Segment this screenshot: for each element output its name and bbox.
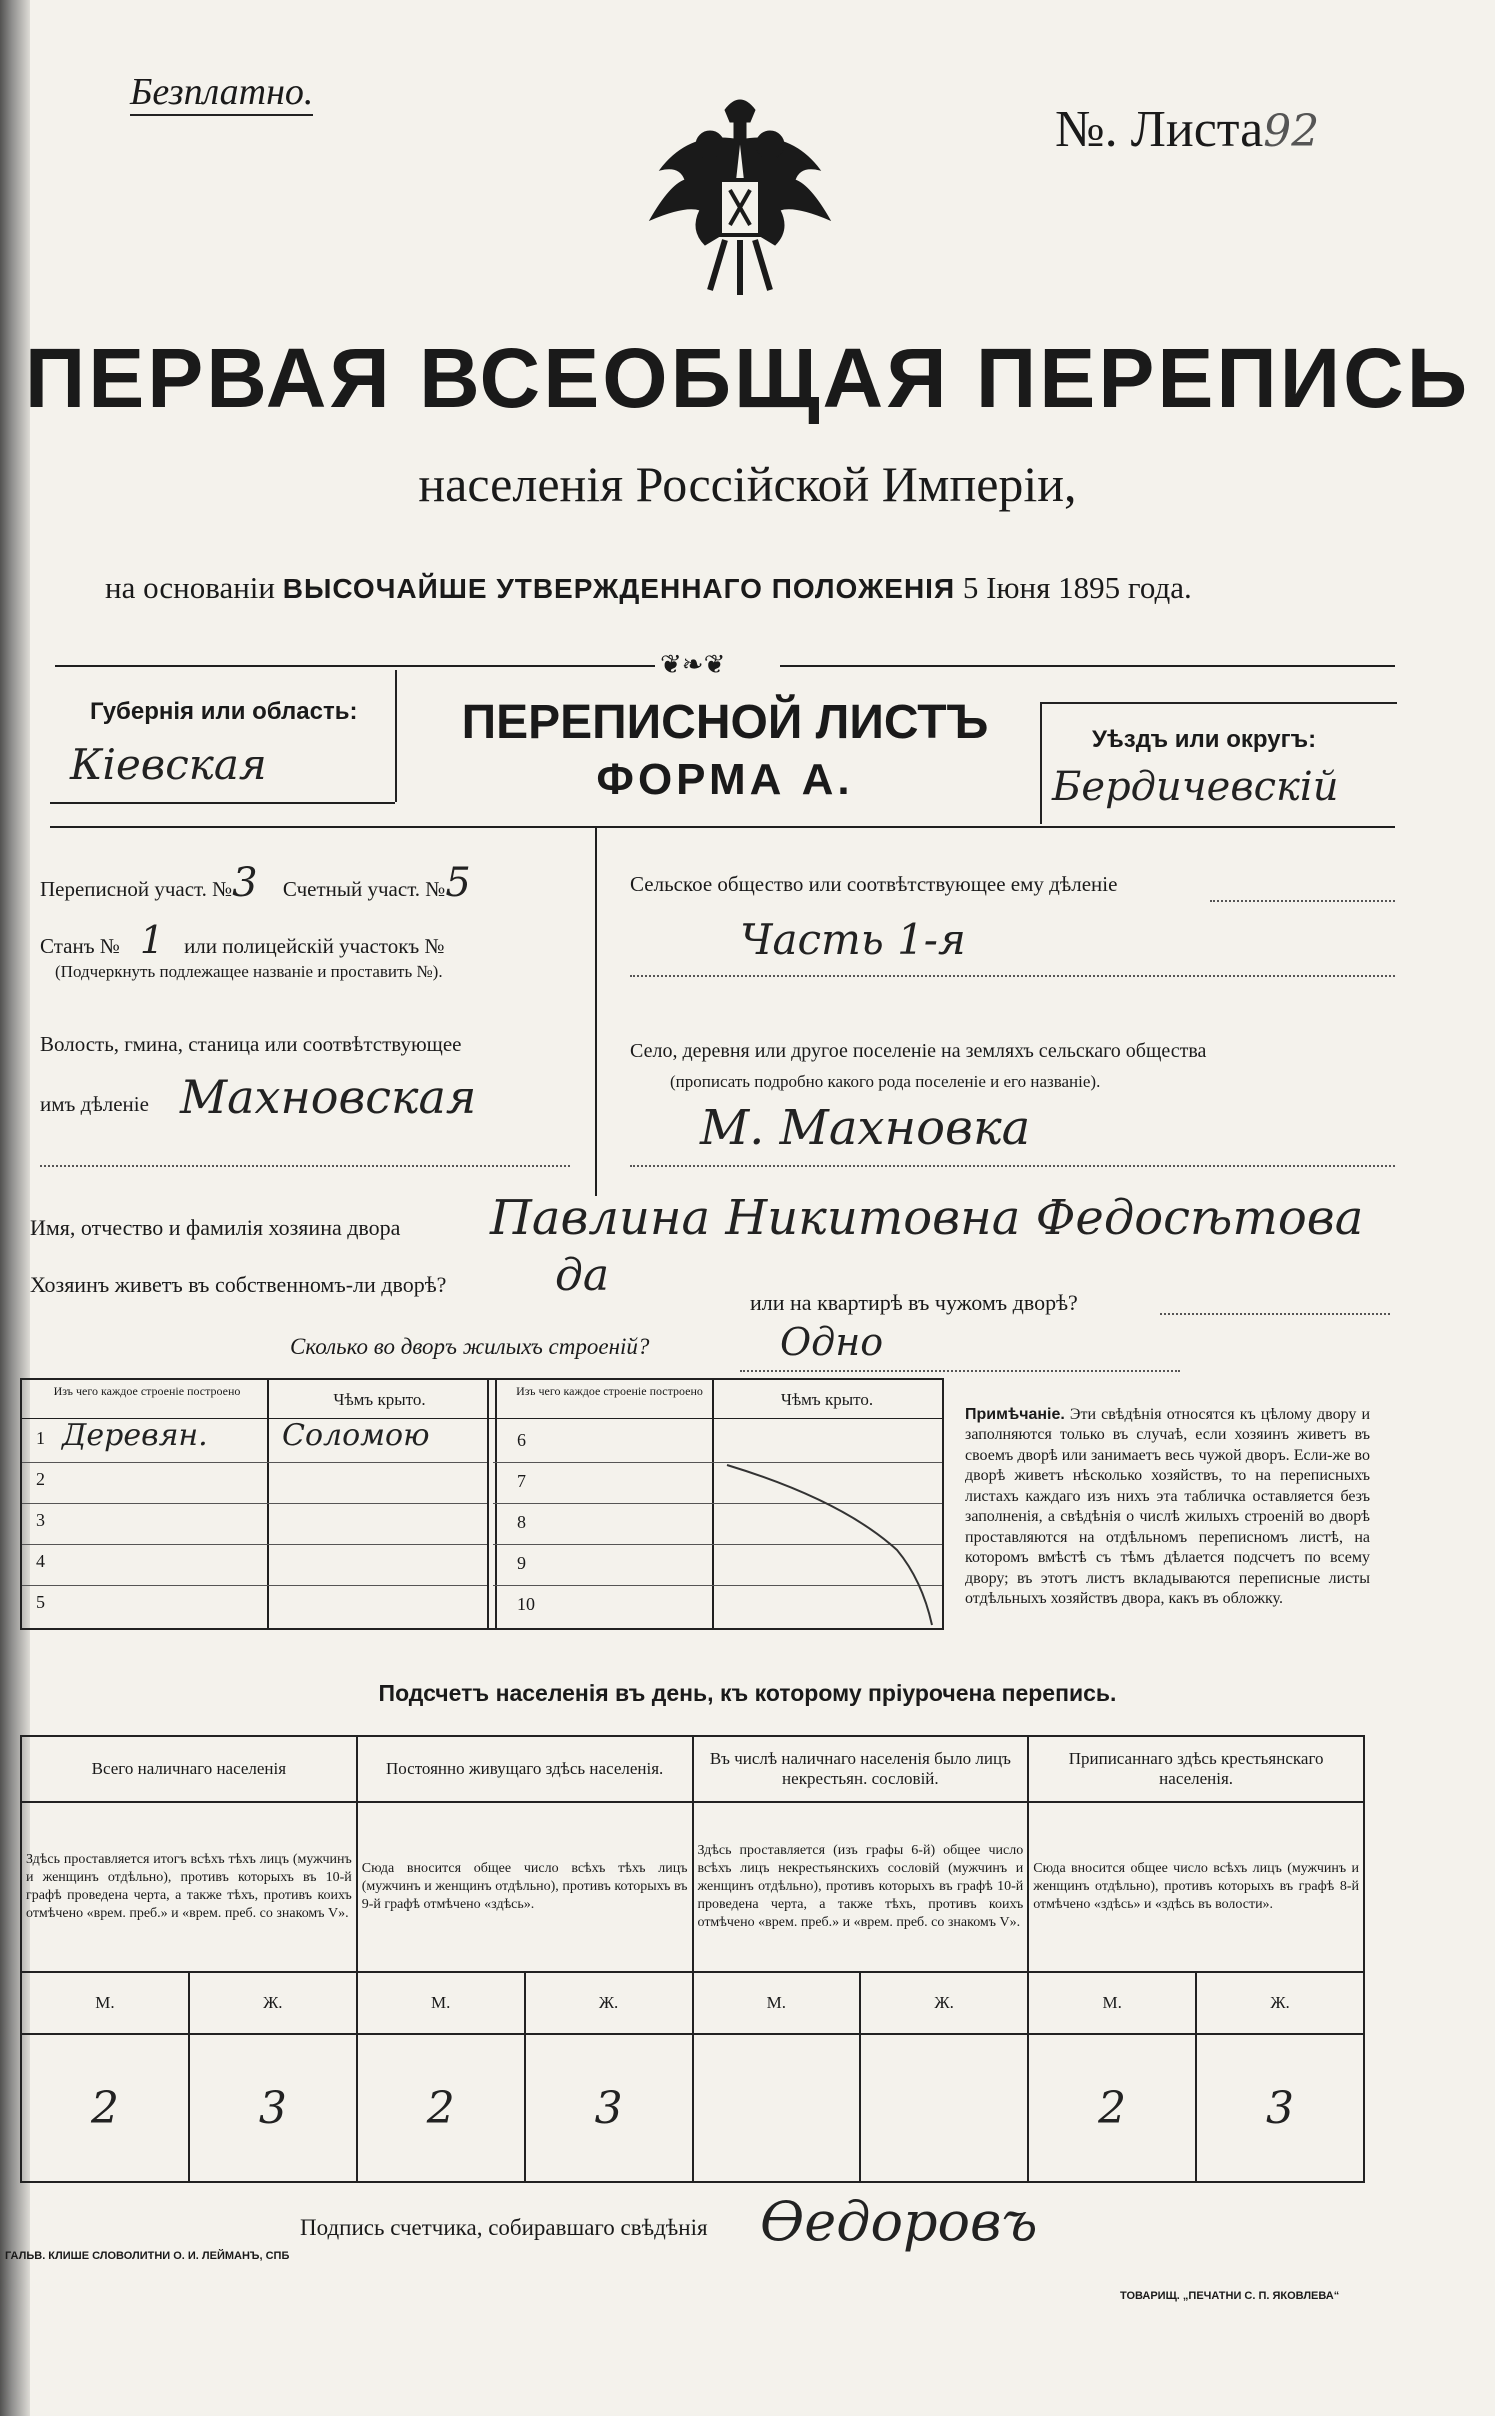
building-row-number: 3	[36, 1510, 45, 1530]
count-heading: Подсчетъ населенія въ день, къ которому пріурочена перепись.	[378, 1680, 1117, 1706]
signature-value[interactable]: Ѳедоровъ	[760, 2190, 1038, 2253]
police-label: или полицейскій участокъ №	[184, 934, 445, 958]
count-area-label: Счетный участ. №	[282, 877, 446, 901]
building-row-number: 6	[517, 1430, 526, 1450]
footer-right-imprint: ТОВАРИЩ. „ПЕЧАТНИ С. П. ЯКОВЛЕВА“	[1120, 2290, 1340, 2302]
basis-main: ВЫСОЧАЙШЕ УТВЕРЖДЕННАГО ПОЛОЖЕНІЯ	[282, 573, 956, 604]
society-label-line	[1210, 900, 1395, 902]
count-col-title-registered: Приписаннаго здѣсь крестьянскаго населенія.	[1028, 1736, 1364, 1802]
buildings-rows-left	[22, 1418, 487, 1626]
building-row-number: 8	[517, 1512, 526, 1532]
sheet-number	[1055, 100, 1319, 159]
count-col-title-permanent: Постоянно живущаго здѣсь населенія.	[357, 1736, 693, 1802]
count-col-title-total: Всего наличнаго населенія	[21, 1736, 357, 1802]
stan-label: Станъ №	[40, 934, 120, 958]
double-headed-eagle-emblem	[630, 90, 850, 310]
census-basis	[105, 570, 1192, 606]
district-box	[1040, 702, 1397, 824]
form-sheet-title: ПЕРЕПИСНОЙ ЛИСТЪ	[461, 696, 989, 749]
form-label: ФОРМА А.	[596, 755, 854, 804]
stan-row	[40, 918, 445, 962]
volost-label: Волость, гмина, станица или соотвѣтствующее	[40, 1032, 462, 1056]
count-permanent-male[interactable]: 2	[357, 2034, 525, 2182]
district-value[interactable]: Бердичевскій	[1052, 764, 1339, 810]
census-area-label: Переписной участ. №	[40, 877, 233, 901]
buildings-note	[965, 1405, 1370, 1610]
census-subtitle: населенія Россійской Имперіи,	[418, 456, 1077, 512]
census-area-row	[40, 860, 471, 906]
society-value-line	[630, 975, 1395, 977]
volost-label-2: имъ дѣленіе	[40, 1092, 149, 1116]
census-area-value[interactable]: 3	[232, 860, 258, 906]
count-nonpeasant-female[interactable]	[860, 2034, 1028, 2182]
owner-name-label: Имя, отчество и фамилія хозяина двора	[30, 1215, 401, 1240]
building-row	[22, 1545, 487, 1586]
header-rule-left	[55, 665, 655, 667]
province-box-bottom	[50, 802, 395, 804]
count-nonpeasant-male[interactable]	[693, 2034, 861, 2182]
ornament-divider: ❦❧❦	[660, 650, 726, 679]
building-row	[493, 1422, 942, 1463]
count-m-label: М.	[1028, 1972, 1196, 2034]
society-value[interactable]: Часть 1-я	[740, 915, 966, 964]
village-value-line	[630, 1165, 1395, 1167]
building-row-number: 4	[36, 1551, 45, 1571]
note-heading: Примѣчаніе.	[965, 1406, 1065, 1423]
building-material-value[interactable]: Деревян.	[62, 1418, 208, 1453]
building-row	[22, 1418, 487, 1463]
society-label: Сельское общество или соотвѣтствующее ему дѣленіе	[630, 872, 1118, 896]
building-row	[22, 1463, 487, 1504]
building-row	[22, 1504, 487, 1545]
stan-note: (Подчеркнуть подлежащее названіе и проставить №).	[55, 962, 443, 981]
count-f-label: Ж.	[189, 1972, 357, 2034]
owner-own-yard-value[interactable]: да	[555, 1250, 610, 1301]
count-col-desc-nonpeasant: Здѣсь проставляется (изъ графы 6-й) общее число всѣхъ лицъ некрестьянскихъ сословій (мужчинъ и женщинъ отдѣльно), противъ которыхъ въ графѣ 10-й проведена черта, а также тѣхъ, противъ коихъ отмѣчено «врем. преб.» и «врем. преб. со знакомъ V».	[693, 1802, 1029, 1972]
count-total-male[interactable]: 2	[21, 2034, 189, 2182]
building-row-number: 1	[36, 1428, 45, 1448]
province-value[interactable]: Кіевская	[70, 740, 267, 789]
volost-value[interactable]: Махновская	[180, 1070, 477, 1124]
basis-date: 5 Іюня 1895 года.	[955, 570, 1192, 605]
village-value[interactable]: М. Махновка	[700, 1100, 1031, 1156]
count-m-label: М.	[357, 1972, 525, 2034]
sheet-number-label: №. Листа	[1055, 101, 1264, 158]
count-total-female[interactable]: 3	[189, 2034, 357, 2182]
count-m-label: М.	[21, 1972, 189, 2034]
basis-prefix: на основаніи	[105, 570, 283, 605]
buildings-count-label: Сколько во дворъ жилыхъ строеній?	[290, 1334, 650, 1359]
province-label: Губернія или область:	[90, 698, 358, 725]
count-permanent-female[interactable]: 3	[525, 2034, 693, 2182]
count-registered-female[interactable]: 3	[1196, 2034, 1364, 2182]
buildings-count-value[interactable]: Одно	[780, 1320, 884, 1364]
form-head-bottom-rule	[50, 826, 1395, 828]
stan-value[interactable]: 1	[139, 918, 165, 962]
owner-rent-line	[1160, 1313, 1390, 1315]
building-row-number: 9	[517, 1553, 526, 1573]
building-row-number: 5	[36, 1592, 45, 1612]
buildings-col-roof: Чѣмъ крыто.	[333, 1390, 426, 1409]
owner-name-value[interactable]: Павлина Никитовна Федосѣтова	[490, 1190, 1364, 1246]
address-divider	[595, 826, 597, 1196]
buildings-count-line	[740, 1370, 1180, 1372]
village-note: (прописать подробно какого рода поселеніе и его названіе).	[670, 1072, 1101, 1091]
count-col-desc-registered: Сюда вносится общее число всѣхъ лицъ (мужчинъ и женщинъ отдѣльно), противъ которыхъ въ графѣ 8-й отмѣчено «здѣсь» и «здѣсь въ волости».	[1028, 1802, 1364, 1972]
building-roof-value[interactable]: Соломою	[282, 1418, 430, 1453]
building-row	[22, 1586, 487, 1626]
buildings-col-roof-right: Чѣмъ крыто.	[780, 1390, 874, 1409]
building-row-number: 7	[517, 1471, 526, 1491]
count-col-title-nonpeasant: Въ числѣ наличнаго населенія было лицъ некрестьян. сословій.	[693, 1736, 1029, 1802]
header-rule-right	[780, 665, 1395, 667]
sheet-number-value: 92	[1263, 106, 1320, 157]
buildings-strike-curve	[722, 1460, 942, 1628]
district-label: Уѣздъ или округъ:	[1092, 726, 1317, 753]
province-box	[50, 670, 397, 802]
count-area-value[interactable]: 5	[445, 860, 471, 906]
count-col-desc-permanent: Сюда вносится общее число всѣхъ тѣхъ лицъ (мужчинъ и женщинъ отдѣльно), противъ которыхъ въ 9-й графѣ отмѣчено «здѣсь».	[357, 1802, 693, 1972]
count-f-label: Ж.	[860, 1972, 1028, 2034]
building-row-number: 10	[517, 1594, 535, 1614]
volost-extra-line	[40, 1165, 570, 1167]
footer-left-imprint: ГАЛЬВ. КЛИШЕ СЛОВОЛИТНИ О. И. ЛЕЙМАНЪ, СПБ	[5, 2250, 290, 2262]
count-m-label: М.	[693, 1972, 861, 2034]
free-label: Безплатно.	[130, 70, 313, 116]
signature-label: Подпись счетчика, собиравшаго свѣдѣнія	[300, 2215, 708, 2240]
owner-own-yard-label: Хозяинъ живетъ въ собственномъ-ли дворѣ?	[30, 1272, 447, 1297]
buildings-col-material-right: Изъ чего каждое строеніе построено	[516, 1384, 703, 1398]
buildings-table	[20, 1378, 944, 1630]
village-label: Село, деревня или другое поселеніе на земляхъ сельскаго общества	[630, 1040, 1207, 1062]
census-title: ПЕРВАЯ ВСЕОБЩАЯ ПЕРЕПИСЬ	[24, 331, 1471, 425]
owner-rent-label: или на квартирѣ въ чужомъ дворѣ?	[750, 1290, 1078, 1315]
count-f-label: Ж.	[525, 1972, 693, 2034]
count-registered-male[interactable]: 2	[1028, 2034, 1196, 2182]
building-row-number: 2	[36, 1469, 45, 1489]
count-f-label: Ж.	[1196, 1972, 1364, 2034]
note-text: Эти свѣдѣнія относятся къ цѣлому двору и заполняются только въ случаѣ, если хозяинъ живетъ въ своемъ дворѣ или занимаетъ весь чужой дворъ. Если-же во дворѣ живетъ нѣсколько хозяйствъ, то на переписныхъ листахъ каждаго изъ нихъ эта табличка оставляется безъ заполненія, а свѣдѣнія о числѣ жилыхъ строеній во дворѣ проставляются на отдѣльномъ переписномъ листѣ, на которомъ вмѣстѣ съ тѣмъ дѣлается подсчетъ по всему двору; въ этотъ листъ вкладываются переписные листы отдѣльныхъ хозяйствъ двора, какъ въ обложку.	[965, 1406, 1371, 1608]
count-col-desc-total: Здѣсь проставляется итогъ всѣхъ тѣхъ лицъ (мужчинъ и женщинъ отдѣльно), противъ которыхъ въ 10-й графѣ проведена черта, а также тѣхъ, противъ коихъ отмѣчено «врем. преб.» и «врем. преб. со знакомъ V».	[21, 1802, 357, 1972]
population-count-table	[20, 1735, 1365, 2183]
buildings-col-material: Изъ чего каждое строеніе построено	[53, 1384, 241, 1398]
